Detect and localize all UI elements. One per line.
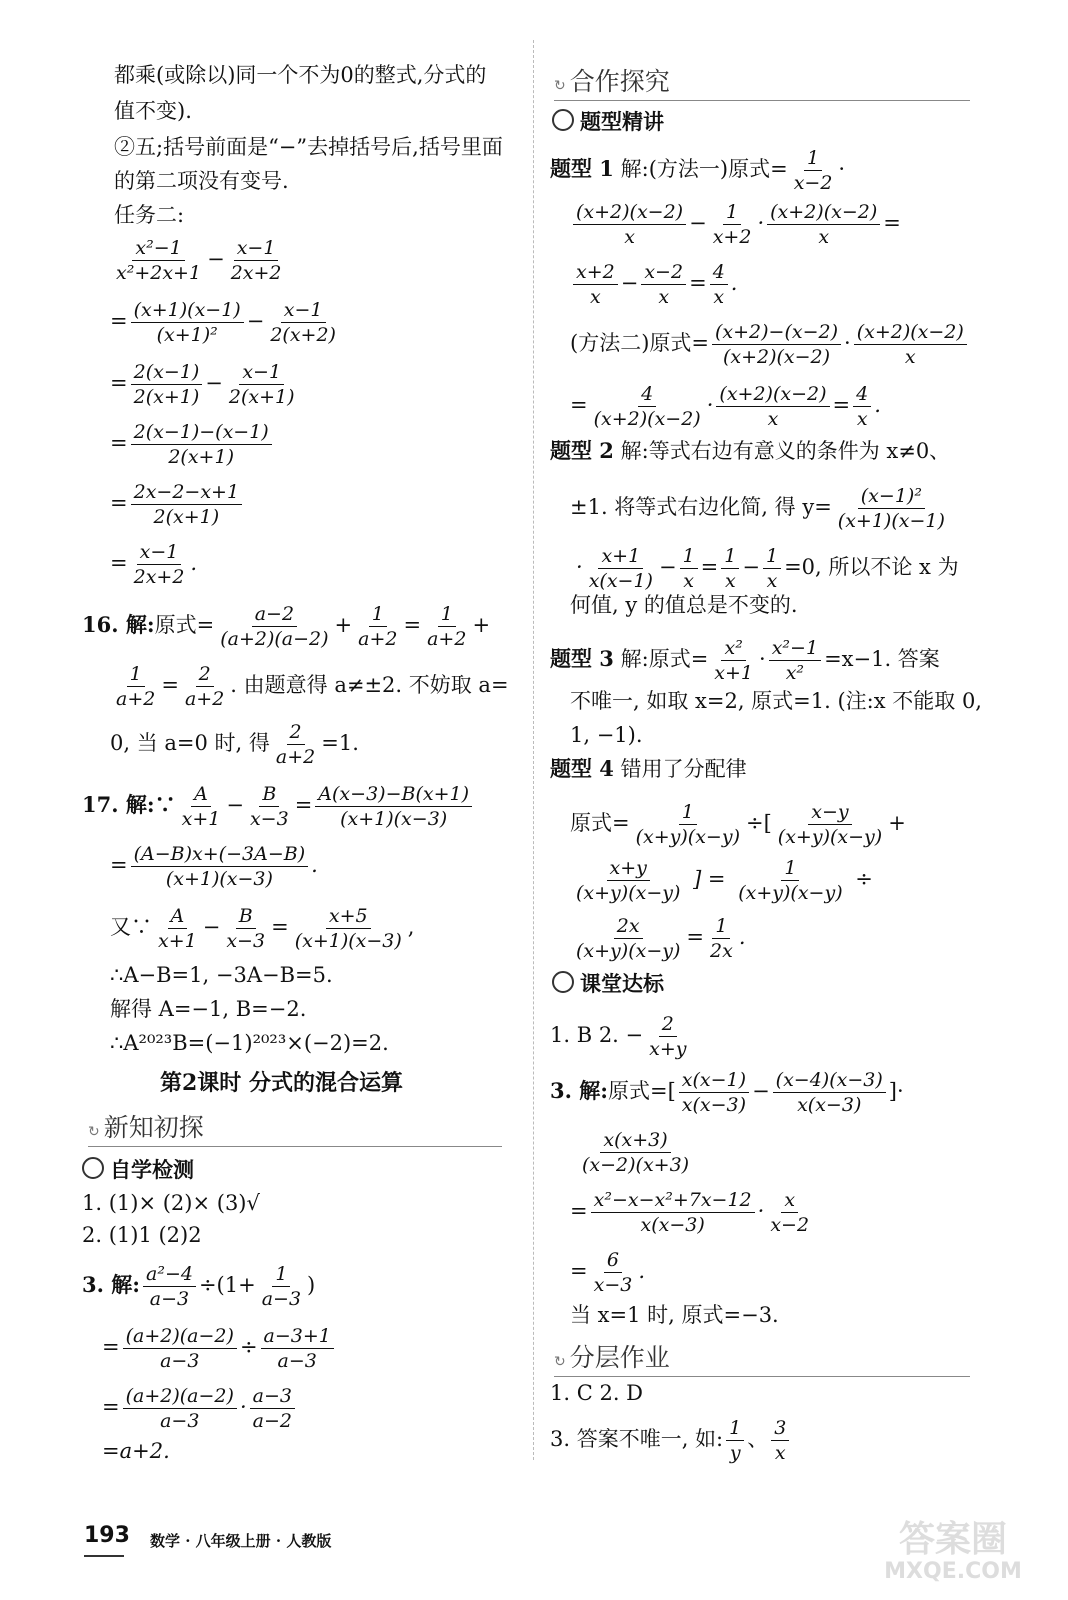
cls-line3: $\frac{x(x+3)}{(x-2)(x+3)}$ [582, 1129, 690, 1176]
t2-line1: 题型 2 解:等式右边有意义的条件为 x≠0、 [550, 438, 951, 463]
text-line: 的第二项没有变号. [114, 169, 289, 193]
book-icon [552, 971, 574, 993]
t1-line5: = $\frac{4}{(x+2)(x-2)}$ · $\frac{(x+2)(x-2)}{x}$ = $\frac{4}{x}$ . [570, 383, 881, 430]
q16-line1: 16. 解:原式= $\frac{a-2}{(a+2)(a-2)}$ + $\frac{1}{a+2}$ = $\frac{1}{a+2}$ + [82, 603, 491, 650]
math-expr: = $\frac{(x+1)(x-1)}{\text{(x+1)²}}$ − $\frac{x-1}{2(x+2)}$ [110, 299, 336, 346]
math-expr: = $\frac{2(x-1)}{2(x+1)}$ − $\frac{x-1}{2(x+1)}$ [110, 361, 295, 408]
t3-line1: 题型 3 解:原式= $\frac{\text{x²}}{x+1}$ · $\frac{\text{x²−1}}{\text{x²}}$ =x−1. 答案 [550, 637, 940, 684]
text-line: 何值, y 的值总是不变的. [570, 593, 798, 617]
q17-line1: 17. 解:∵ $\frac{A}{x+1}$ − $\frac{B}{x-3}$ = $\frac{A(x-3)-B(x+1)}{(x+1)(x-3)}$ [82, 782, 475, 831]
section-new: ↻ 新知初探 [88, 1108, 502, 1147]
text-line: 不唯一, 如取 x=2, 原式=1. (注:x 不能取 0, [570, 689, 982, 713]
text-line: =a+2. [102, 1439, 170, 1463]
self-q3-line3: = $\frac{(a+2)(a-2)}{a-3}$ · $\frac{a-3}{a-2}$ [102, 1384, 298, 1433]
t1-line3: $\frac{x+2}{x}$ − $\frac{x-2}{x}$ = $\frac{4}{x}$ . [570, 260, 737, 309]
text-line: 2. (1)1 (2)2 [82, 1223, 202, 1247]
section-coop: ↻ 合作探究 [554, 62, 970, 101]
text-line: 1. (1)× (2)× (3)√ [82, 1191, 260, 1215]
subsection-self: 自学检测 [82, 1154, 194, 1184]
math-expr: = $\frac{2(x-1)-(x-1)}{2(x+1)}$ [110, 420, 275, 469]
t4-line3: $\frac{x+y}{(x+y)(x-y)}$ ] = $\frac{1}{(x+y)(x-y)}$ ÷ [576, 857, 873, 904]
t1-line1: 题型 1 解:(方法一)原式= $\frac{1}{x-2}$ · [550, 147, 846, 194]
q16-line3: 0, 当 a=0 时, 得 $\frac{2}{a+2}$ =1. [110, 721, 359, 768]
t4-line4: $\frac{2x}{(x+y)(x-y)}$ = $\frac{1}{2x}$ . [576, 915, 746, 962]
q17-line2: = $\frac{(A-B)x+(-3A-B)}{(x+1)(x-3)}$ . [110, 843, 318, 890]
cls-line2: 3. 解:原式=[ $\frac{x(x-1)}{x(x-3)}$ − $\frac{(x-4)(x-3)}{x(x-3)}$ ]· [550, 1069, 904, 1116]
text-line: 任务二: [114, 203, 185, 227]
q17-line3: 又∵ $\frac{A}{x+1}$ − $\frac{B}{x-3}$ = $\frac{x+5}{(x+1)(x-3)}$ , [110, 905, 415, 952]
pencil-icon [82, 1157, 104, 1179]
cls-line5: = $\frac{6}{x-3}$ . [570, 1249, 646, 1296]
subsection-types: 题型精讲 [552, 106, 664, 136]
lightbulb-icon [552, 109, 574, 131]
self-q3-line1: 3. 解: $\frac{\text{a²−4}}{a-3}$ ÷(1+ $\frac{1}{a-3}$ ) [82, 1263, 316, 1310]
math-expr: = $\frac{x-1}{2x+2}$ . [110, 541, 198, 588]
subsection-class: 课堂达标 [552, 968, 664, 998]
text-line: 当 x=1 时, 原式=−3. [570, 1303, 779, 1327]
t2-line2: ±1. 将等式右边化简, 得 y= $\frac{\text{(x−1)²}}{(x+1)(x-1)}$ [570, 485, 945, 532]
section-homework: ↻ 分层作业 [554, 1338, 970, 1377]
text-line: ②五;括号前面是“−”去掉括号后,括号里面 [114, 135, 503, 159]
math-expr: = $\frac{2x-2-x+1}{2(x+1)}$ [110, 480, 245, 529]
cls-line1: 1. B 2. − $\frac{2}{x+y}$ [550, 1013, 687, 1060]
text-line: ∴A−B=1, −3A−B=5. [110, 963, 333, 987]
t4-line1: 题型 4 错用了分配律 [550, 756, 747, 781]
text-line: 值不变). [114, 99, 192, 123]
footer-rule [84, 1555, 124, 1557]
text-line: 1, −1). [570, 723, 643, 747]
text-line: ∴A²⁰²³B=(−1)²⁰²³×(−2)=2. [110, 1031, 389, 1055]
t4-line2: 原式= $\frac{1}{(x+y)(x-y)}$ ÷[ $\frac{x-y}{(x+y)(x-y)}$ + [570, 801, 906, 848]
t2-line3: · $\frac{x+1}{x(x-1)}$ − $\frac{1}{x}$ = $\frac{1}{x}$ − $\frac{1}{x}$ =0, 所以不论 x 为 [576, 545, 959, 592]
lesson-title: 第2课时 分式的混合运算 [160, 1070, 403, 1096]
text-line: 解得 A=−1, B=−2. [110, 997, 307, 1021]
hw-line2: 3. 答案不唯一, 如: $\frac{1}{y}$ 、 $\frac{3}{x}$ [550, 1416, 792, 1465]
self-q3-line2: = $\frac{(a+2)(a-2)}{a-3}$ ÷ $\frac{a-3+1}{a-3}$ [102, 1324, 337, 1373]
watermark-logo: 答案圈 MXQE.COM [884, 1519, 1022, 1584]
column-divider [533, 40, 534, 1460]
page-number: 193 [84, 1523, 130, 1548]
cls-line4: = $\frac{\text{x²−x−x²+7x−12}}{x(x-3)}$ · $\frac{x}{x-2}$ [570, 1189, 810, 1236]
t1-line2: $\frac{(x+2)(x-2)}{x}$ − $\frac{1}{x+2}$ · $\frac{(x+2)(x-2)}{x}$ = [570, 200, 901, 249]
math-expr: $\frac{\text{x²−1}}{\text{x²+2x+1}}$ − $\frac{x-1}{2x+2}$ [116, 237, 282, 284]
footer-text: 数学 · 八年级上册 · 人教版 [150, 1532, 332, 1550]
text-line: 1. C 2. D [550, 1381, 644, 1405]
q16-line2: $\frac{1}{a+2}$ = $\frac{2}{a+2}$ . 由题意得 a≠±2. 不妨取 a= [116, 663, 509, 710]
text-line: 都乘(或除以)同一个不为0的整式,分式的 [114, 63, 487, 87]
t1-line4: (方法二)原式= $\frac{(x+2)-(x-2)}{(x+2)(x-2)}$ · $\frac{(x+2)(x-2)}{x}$ [570, 320, 970, 369]
